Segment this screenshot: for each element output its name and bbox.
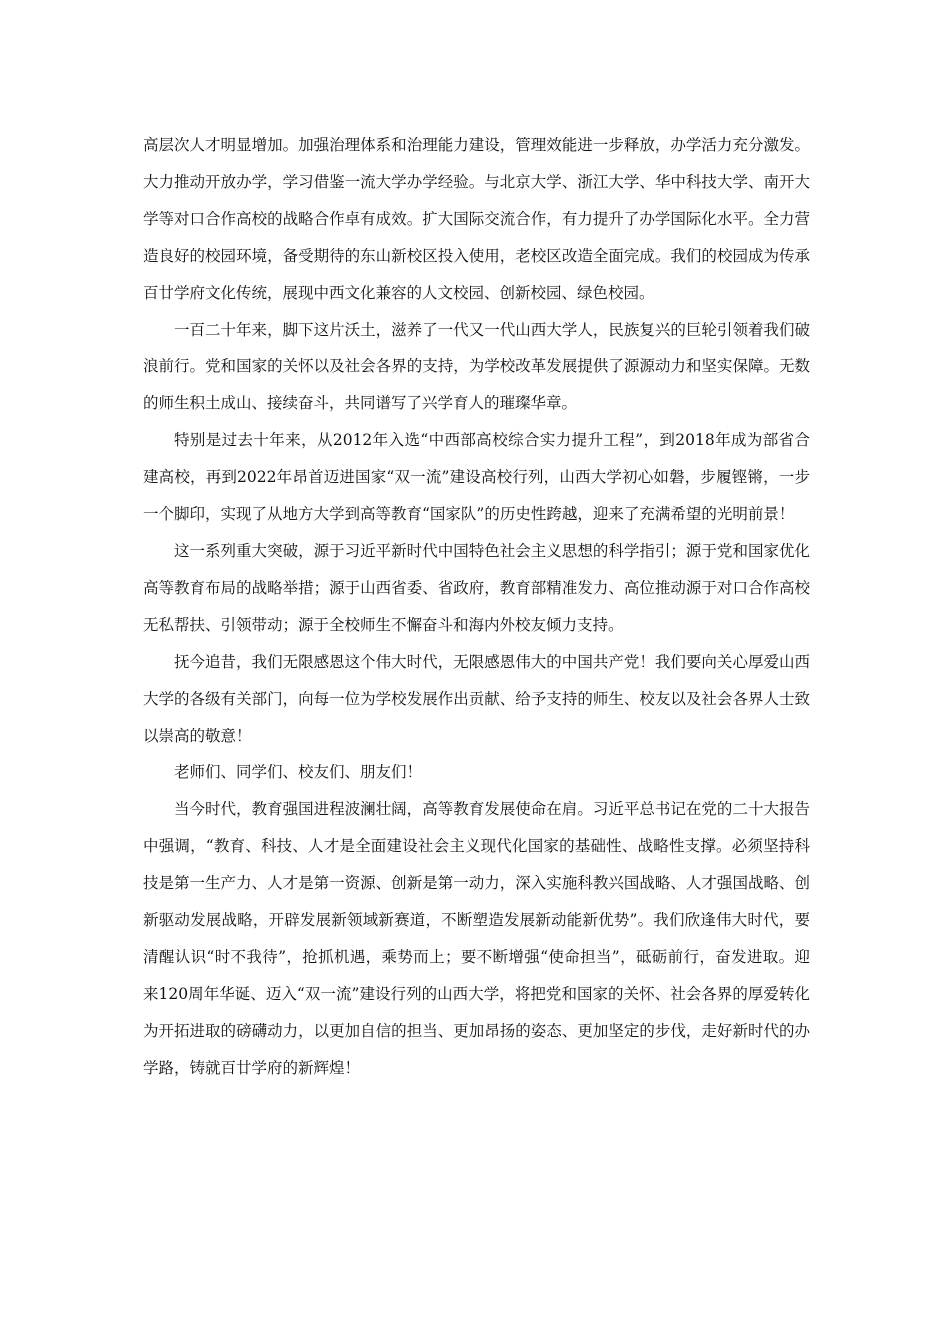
paragraph-3: 特别是过去十年来，从2012年入选“中西部高校综合实力提升工程”，到2018年成为部省合建高校，再到2022年昂首迈进国家“双一流”建设高校行列，山西大学初心如磐，步履铿锵，一步一个脚印，实现了从地方大学到高等教育“国家队”的历史性跨越，迎来了充满希望的光明前景！ [143, 431, 810, 524]
paragraph-4: 这一系列重大突破，源于习近平新时代中国特色社会主义思想的科学指引；源于党和国家优化高等教育布局的战略举措；源于山西省委、省政府，教育部精准发力、高位推动源于对口合作高校无私帮扶、引领带动；源于全校师生不懈奋斗和海内外校友倾力支持。 [143, 541, 810, 634]
paragraph-6: 老师们、同学们、校友们、朋友们！ [174, 763, 423, 782]
document-body [143, 127, 810, 1087]
paragraph-2: 一百二十年来，脚下这片沃土，滋养了一代又一代山西大学人，民族复兴的巨轮引领着我们破浪前行。党和国家的关怀以及社会各界的支持，为学校改革发展提供了源源动力和坚实保障。无数的师生积土成山、接续奋斗，共同谱写了兴学育人的璀璨华章。 [143, 320, 810, 413]
paragraph-7: 当今时代，教育强国进程波澜壮阔，高等教育发展使命在肩。习近平总书记在党的二十大报告中强调，“教育、科技、人才是全面建设社会主义现代化国家的基础性、战略性支撑。必须坚持科技是第一生产力、人才是第一资源、创新是第一动力，深入实施科教兴国战略、人才强国战略、创新驱动发展战略，开辟发展新领域新赛道，不断塑造发展新动能新优势”。我们欣逢伟大时代，要清醒认识“时不我待”，抢抓机遇，乘势而上；要不断增强“使命担当”，砥砺前行，奋发进取。迎来120周年华诞、迈入“双一流”建设行列的山西大学，将把党和国家的关怀、社会各界的厚爱转化为开拓进取的磅礴动力，以更加自信的担当、更加昂扬的姿态、更加坚定的步伐，走好新时代的办学路，铸就百廿学府的新辉煌！ [143, 800, 810, 1077]
paragraph-5: 抚今追昔，我们无限感恩这个伟大时代，无限感恩伟大的中国共产党！我们要向关心厚爱山西大学的各级有关部门，向每一位为学校发展作出贡献、给予支持的师生、校友以及社会各界人士致以崇高的敬意！ [143, 652, 810, 745]
paragraph-1: 高层次人才明显增加。加强治理体系和治理能力建设，管理效能进一步释放，办学活力充分激发。大力推动开放办学，学习借鉴一流大学办学经验。与北京大学、浙江大学、华中科技大学、南开大学等对口合作高校的战略合作卓有成效。扩大国际交流合作，有力提升了办学国际化水平。全力营造良好的校园环境，备受期待的东山新校区投入使用，老校区改造全面完成。我们的校园成为传承百廿学府文化传统，展现中西文化兼容的人文校园、创新校园、绿色校园。 [143, 136, 810, 302]
